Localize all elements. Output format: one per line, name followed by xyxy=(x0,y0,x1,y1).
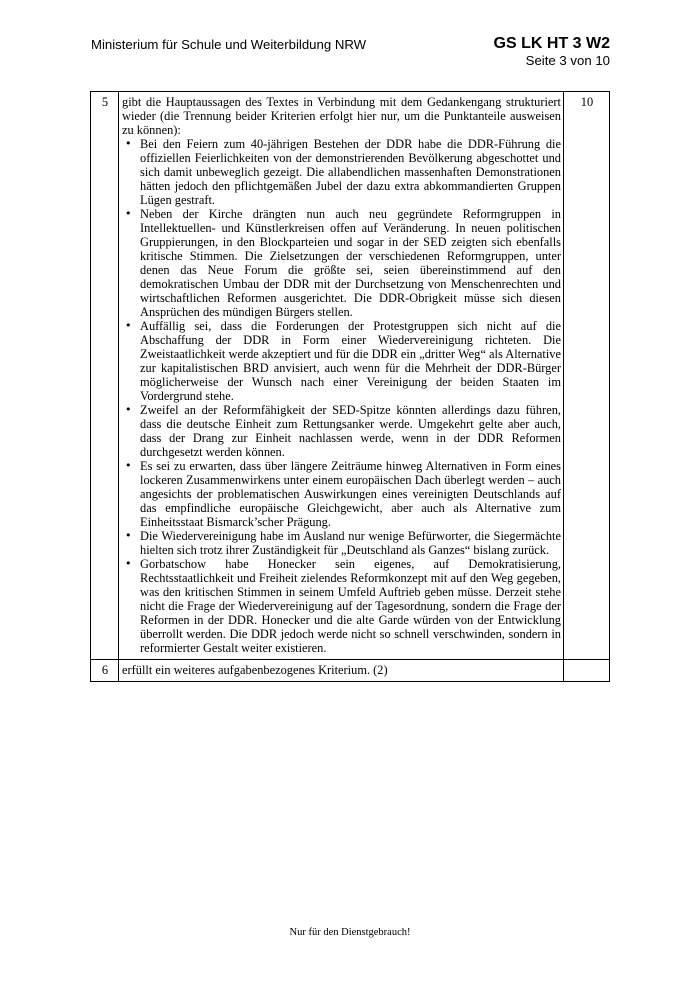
table-row xyxy=(91,92,610,660)
list-item: • Die Wiedervereinigung habe im Ausland nur wenige Befürworter, die Siegermächte hielten sich trotz ihrer Zuständigkeit für „Deutschland als Ganzes“ bislang zurück. xyxy=(122,529,561,557)
criterion-points: 10 xyxy=(564,92,610,660)
ministry-name: Ministerium für Schule und Weiterbildung NRW xyxy=(91,37,367,52)
criterion-intro: gibt die Hauptaussagen des Textes in Verbindung mit dem Gedankengang strukturiert wieder (die Trennung beider Kriterien erfolgt hier nur, um die Punktanteile ausweisen zu können): xyxy=(122,95,561,137)
footer-note: Nur für den Dienstgebrauch! xyxy=(289,927,411,938)
list-item: • Zweifel an der Reformfähigkeit der SED-Spitze könnten allerdings dazu führen, dass die deutsche Einheit zum Rettungsanker werde. Umgekehrt gelte aber auch, dass der Drang zur Einheit nachlassen werde, wenn in der DDR Reformen durchgesetzt werden können. xyxy=(122,403,561,459)
criterion-text xyxy=(119,92,564,660)
criterion-number: 5 xyxy=(91,92,119,660)
criteria-table xyxy=(90,91,610,682)
list-item: • Neben der Kirche drängten nun auch neu gegründete Reformgruppen in Intellektuellen- und Künstlerkreisen offen auf Veränderung. In neuen politischen Gruppierungen, in den Blockparteien und sogar in der SED zeigten sich ebenfalls kritische Stimmen. Die Zielsetzungen der verschiedenen Reformgruppen, unter denen das Neue Forum die größte sei, seien übereinstimmend auf den demokratischen Umbau der DDR mit der Durchsetzung von Menschenrechten und wirtschaftlichen Reformen ausgerichtet. Die DDR-Obrigkeit müsse sich diesen Ansprüchen des mündigen Bürgers stellen. xyxy=(122,207,561,319)
list-item: • Auffällig sei, dass die Forderungen der Protestgruppen sich nicht auf die Abschaffung der DDR in Form einer Wiedervereinigung richteten. Die Zweistaatlichkeit werde akzeptiert und für die DDR ein „dritter Weg“ als Alternative zur kapitalistischen BRD anvisiert, auch wenn für die Mehrheit der DDR-Bürger möglicherweise der Wunsch nach einer Vereinigung der beiden Staaten im Vordergrund stehe. xyxy=(122,319,561,403)
criterion-number: 6 xyxy=(91,660,119,682)
criterion-text: erfüllt ein weiteres aufgabenbezogenes Kriterium. (2) xyxy=(119,660,564,682)
list-item: • Gorbatschow habe Honecker sein eigenes, auf Demokratisierung, Rechtsstaatlichkeit und Freiheit zielendes Reformkonzept mit auf den Weg gegeben, was den kritischen Stimmen in seinem Umfeld Auftrieb geben müsse. Derzeit stehe nicht die Frage der Wiedervereinigung auf der Tagesordnung, sondern die Frage der Reformen in der DDR. Honecker und die alte Garde würden von der Entwicklung überrollt werden. Die DDR jedoch werde nicht so schnell verschwinden, sondern in reformierter Gestalt weiter existieren. xyxy=(122,557,561,655)
criterion-points xyxy=(564,660,610,682)
table-row xyxy=(91,660,610,682)
exam-code: GS LK HT 3 W2 xyxy=(493,35,610,52)
list-item: • Es sei zu erwarten, dass über längere Zeiträume hinweg Alternativen in Form eines lockeren Zusammenwirkens unter einem europäischen Dach überlegt werden – auch angesichts der problematischen Auswirkungen eines vereinigten Deutschlands auf das empfindliche europäische Gleichgewicht, aber auch als Alternative zum Einheitsstaat Bismarck’scher Prägung. xyxy=(122,459,561,529)
page-number: Seite 3 von 10 xyxy=(525,53,610,68)
document-header xyxy=(494,34,610,69)
bullet-list xyxy=(122,137,561,655)
list-item: • Bei den Feiern zum 40-jährigen Bestehen der DDR habe die DDR-Führung die offiziellen Feierlichkeiten von der demonstrierenden Bevölkerung abgeschottet und sich damit unbeweglich gezeigt. Die allabendlichen massenhaften Demonstrationen hätten jedoch den pflichtgemäßen Jubel der dazu extra abkommandierten Gruppen Lügen gestraft. xyxy=(122,137,561,207)
